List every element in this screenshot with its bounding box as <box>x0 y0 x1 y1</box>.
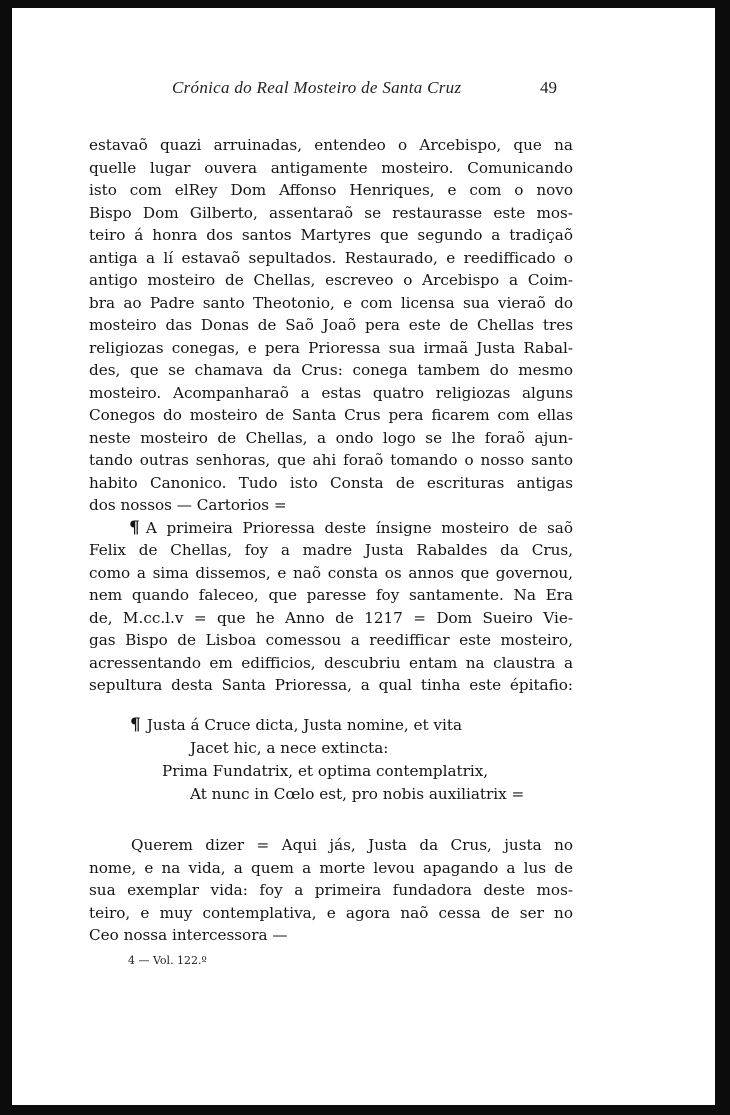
text-line <box>89 517 573 540</box>
epitaph-line: Prima Fundatrix, et optima contemplatrix, <box>162 762 489 780</box>
text-line: Felix de Chellas, foy a madre Justa Rabaldes da Crus, <box>89 541 573 559</box>
pilcrow-icon: ¶ <box>130 715 141 735</box>
closing-paragraph <box>89 834 573 947</box>
text-line: antigo mosteiro de Chellas, escreveo o Arcebispo a Coim- <box>89 271 573 289</box>
text-line: religiozas conegas, e pera Prioressa sua irmaã Justa Rabal- <box>89 338 573 357</box>
text-line: Conegos do mosteiro de Santa Crus pera ficarem com ellas <box>89 406 573 424</box>
running-title: Crónica do Real Mosteiro de Santa Cruz <box>172 78 462 97</box>
text-line: teiro, e muy contemplativa, e agora naõ cessa de ser no <box>89 903 573 922</box>
pilcrow-icon: ¶ <box>129 517 140 538</box>
text-line: sepultura desta Santa Prioressa, a qual tinha este épitafio: <box>89 676 573 694</box>
text-line: mosteiro. Acompanharaõ a estas quatro religiozas alguns <box>89 383 573 402</box>
epitaph <box>130 714 570 806</box>
paragraph-2 <box>89 517 573 697</box>
main-text <box>89 134 573 697</box>
text-line: Ceo nossa intercessora — <box>89 926 288 944</box>
book-page <box>12 8 715 1105</box>
paragraph-1 <box>89 134 573 517</box>
text-line: dos nossos — Cartorios = <box>89 496 287 514</box>
text-line: sua exemplar vida: foy a primeira fundadora deste mos- <box>89 881 573 899</box>
text-line: neste mosteiro de Chellas, a ondo logo se lhe foraõ ajun- <box>89 428 573 447</box>
text-line: mosteiro das Donas de Saõ Joaõ pera este de Chellas tres <box>89 316 573 334</box>
text-line: tando outras senhoras, que ahi foraõ tomando o nosso santo <box>89 451 573 469</box>
text-line: gas Bispo de Lisboa comessou a reedifficar este mosteiro, <box>89 631 573 649</box>
epitaph-line <box>130 714 570 737</box>
text-line: quelle lugar ouvera antigamente mosteiro. Comunicando <box>89 158 573 177</box>
page-header <box>12 78 715 104</box>
signature-mark: 4 — Vol. 122.º <box>128 954 207 967</box>
text-line: de, M.cc.l.v = que he Anno de 1217 = Dom Sueiro Vie- <box>89 608 573 627</box>
page-number: 49 <box>540 78 557 97</box>
epitaph-line: Jacet hic, a nece extincta: <box>190 739 389 757</box>
text-line: Bispo Dom Gilberto, assentaraõ se restaurasse este mos- <box>89 203 573 222</box>
text-line: como a sima dissemos, e naõ consta os annos que governou, <box>89 563 573 582</box>
text-line: bra ao Padre santo Theotonio, e com licensa sua vieraõ do <box>89 293 573 312</box>
epitaph-line-content: Justa á Cruce dicta, Justa nomine, et vita <box>146 716 463 734</box>
text-line: acressentando em edifficios, descubriu entam na claustra a <box>89 653 573 672</box>
text-line: estavaõ quazi arruinadas, entendeo o Arcebispo, que na <box>89 136 573 154</box>
text-line: Querem dizer = Aqui jás, Justa da Crus, justa no <box>131 836 573 854</box>
text-line: nem quando faleceo, que paresse foy santamente. Na Era <box>89 586 573 604</box>
text-line: isto com elRey Dom Affonso Henriques, e com o novo <box>89 181 573 199</box>
epitaph-line: At nunc in Cœlo est, pro nobis auxiliatrix = <box>190 785 525 803</box>
text-line: habito Canonico. Tudo isto Consta de escrituras antigas <box>89 473 573 492</box>
text-line: antiga a lí estavaõ sepultados. Restaurado, e reedifficado o <box>89 248 573 267</box>
text-line: des, que se chamava da Crus: conega tambem do mesmo <box>89 361 573 379</box>
text-line-content: A primeira Prioressa deste ínsigne mosteiro de saõ <box>145 518 573 537</box>
text-line: nome, e na vida, a quem a morte levou apagando a lus de <box>89 858 573 877</box>
text-line: teiro á honra dos santos Martyres que segundo a tradiçaõ <box>89 226 573 244</box>
